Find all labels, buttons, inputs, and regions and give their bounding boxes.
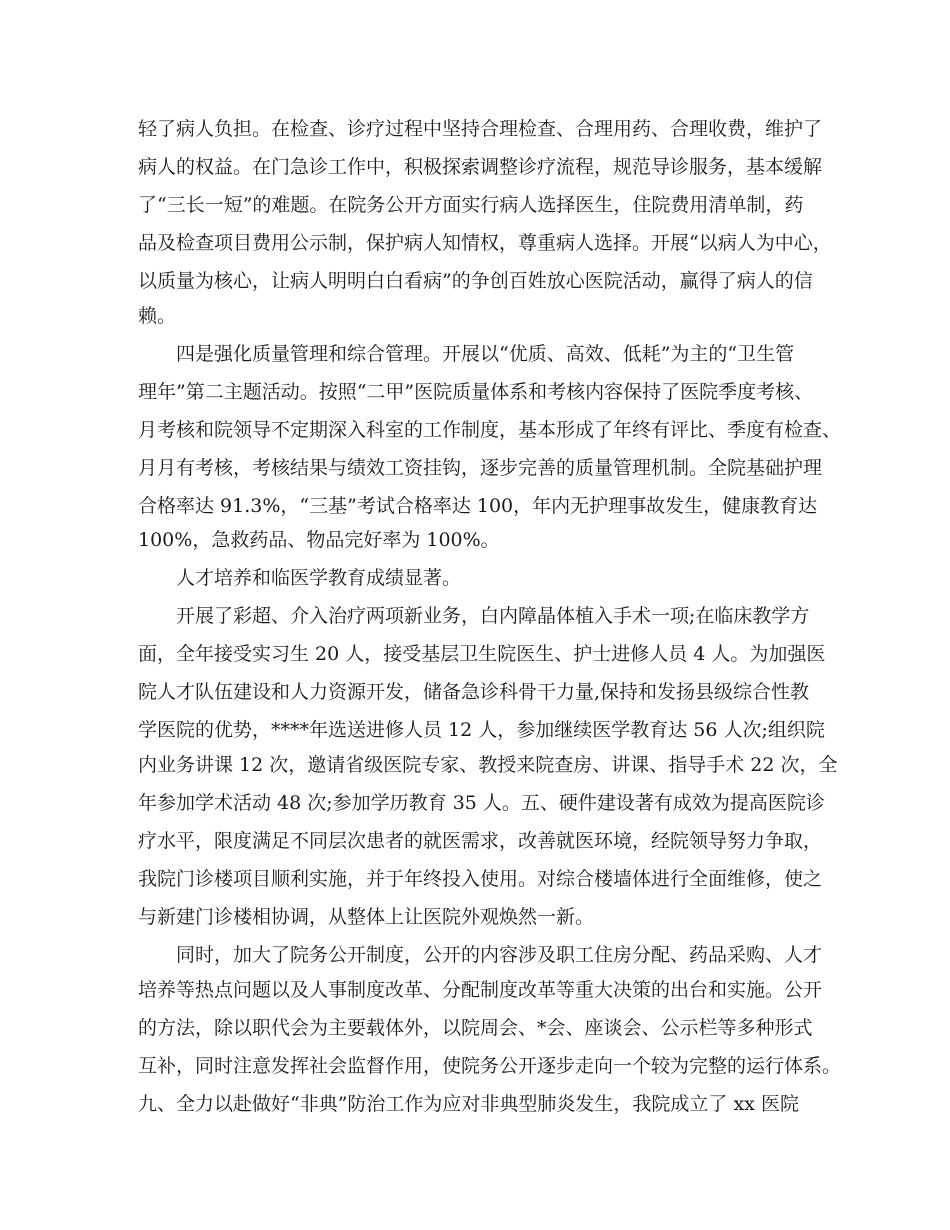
- text-line: 病人的权益。在门急诊工作中，积极探索调整诊疗流程，规范导诊服务，基本缓解: [138, 156, 823, 178]
- text-line: 院人才队伍建设和人力资源开发，储备急诊科骨干力量,保持和发扬县级综合性教: [138, 681, 810, 703]
- text-line: 理年”第二主题活动。按照“二甲”医院质量体系和考核内容保持了医院季度考核、: [138, 381, 814, 403]
- text-line: 疗水平，限度满足不同层次患者的就医需求，改善就医环境，经院领导努力争取，: [138, 830, 823, 852]
- text-line: 学医院的优势，****年选送进修人员 12 人，参加继续医学教育达 56 人次;组织院: [138, 719, 825, 741]
- text-line: 月考核和院领导不定期深入科室的工作制度，基本形成了年终有评比、季度有检查、: [138, 419, 842, 441]
- text-line: 的方法，除以职代会为主要载体外，以院周会、*会、座谈会、公示栏等多种形式: [138, 1017, 813, 1039]
- text-line: 以质量为核心，让病人明明白白看病”的争创百姓放心医院活动，赢得了病人的信: [138, 270, 813, 292]
- text-line: 了“三长一短”的难题。在院务公开方面实行病人选择医生，住院费用清单制，药: [138, 194, 804, 216]
- text-line: 品及检查项目费用公示制，保护病人知情权，尊重病人选择。开展“以病人为中心，: [138, 232, 832, 254]
- text-line: 100%，急救药品、物品完好率为 100%。: [138, 529, 500, 551]
- paragraph-first-line: 同时，加大了院务公开制度，公开的内容涉及职工住房分配、药品采购、人才: [176, 944, 823, 966]
- text-line: 我院门诊楼项目顺利实施，并于年终投入使用。对综合楼墙体进行全面维修，使之: [138, 868, 823, 890]
- paragraph-first-line: 开展了彩超、介入治疗两项新业务，白内障晶体植入手术一项;在临床教学方: [176, 605, 810, 627]
- text-line: 月月有考核，考核结果与绩效工资挂钩，逐步完善的质量管理机制。全院基础护理: [138, 457, 823, 479]
- paragraph-first-line: 四是强化质量管理和综合管理。开展以“优质、高效、低耗”为主的“卫生管: [176, 343, 795, 365]
- paragraph-first-line: 人才培养和临医学教育成绩显著。: [176, 567, 462, 589]
- text-line: 面，全年接受实习生 20 人，接受基层卫生院医生、护士进修人员 4 人。为加强医: [138, 643, 826, 665]
- text-line: 内业务讲课 12 次，邀请省级医院专家、教授来院查房、讲课、指导手术 22 次，全: [138, 754, 838, 776]
- text-line: 年参加学术活动 48 次;参加学历教育 35 人。五、硬件建设著有成效为提高医院诊: [138, 792, 825, 814]
- text-line: 赖。: [138, 305, 177, 327]
- text-line: 与新建门诊楼相协调，从整体上让医院外观焕然一新。: [138, 906, 595, 928]
- text-line: 培养等热点问题以及人事制度改革、分配制度改革等重大决策的出台和实施。公开: [138, 979, 823, 1001]
- text-line: 九、全力以赴做好“非典”防治工作为应对非典型肺炎发生，我院成立了 xx 医院: [138, 1093, 799, 1115]
- text-line: 互补，同时注意发挥社会监督作用，使院务公开逐步走向一个较为完整的运行体系。: [138, 1055, 842, 1077]
- text-line: 合格率达 91.3%，“三基”考试合格率达 100，年内无护理事故发生，健康教育达: [138, 495, 818, 517]
- text-line: 轻了病人负担。在检查、诊疗过程中坚持合理检查、合理用药、合理收费，维护了: [138, 118, 823, 140]
